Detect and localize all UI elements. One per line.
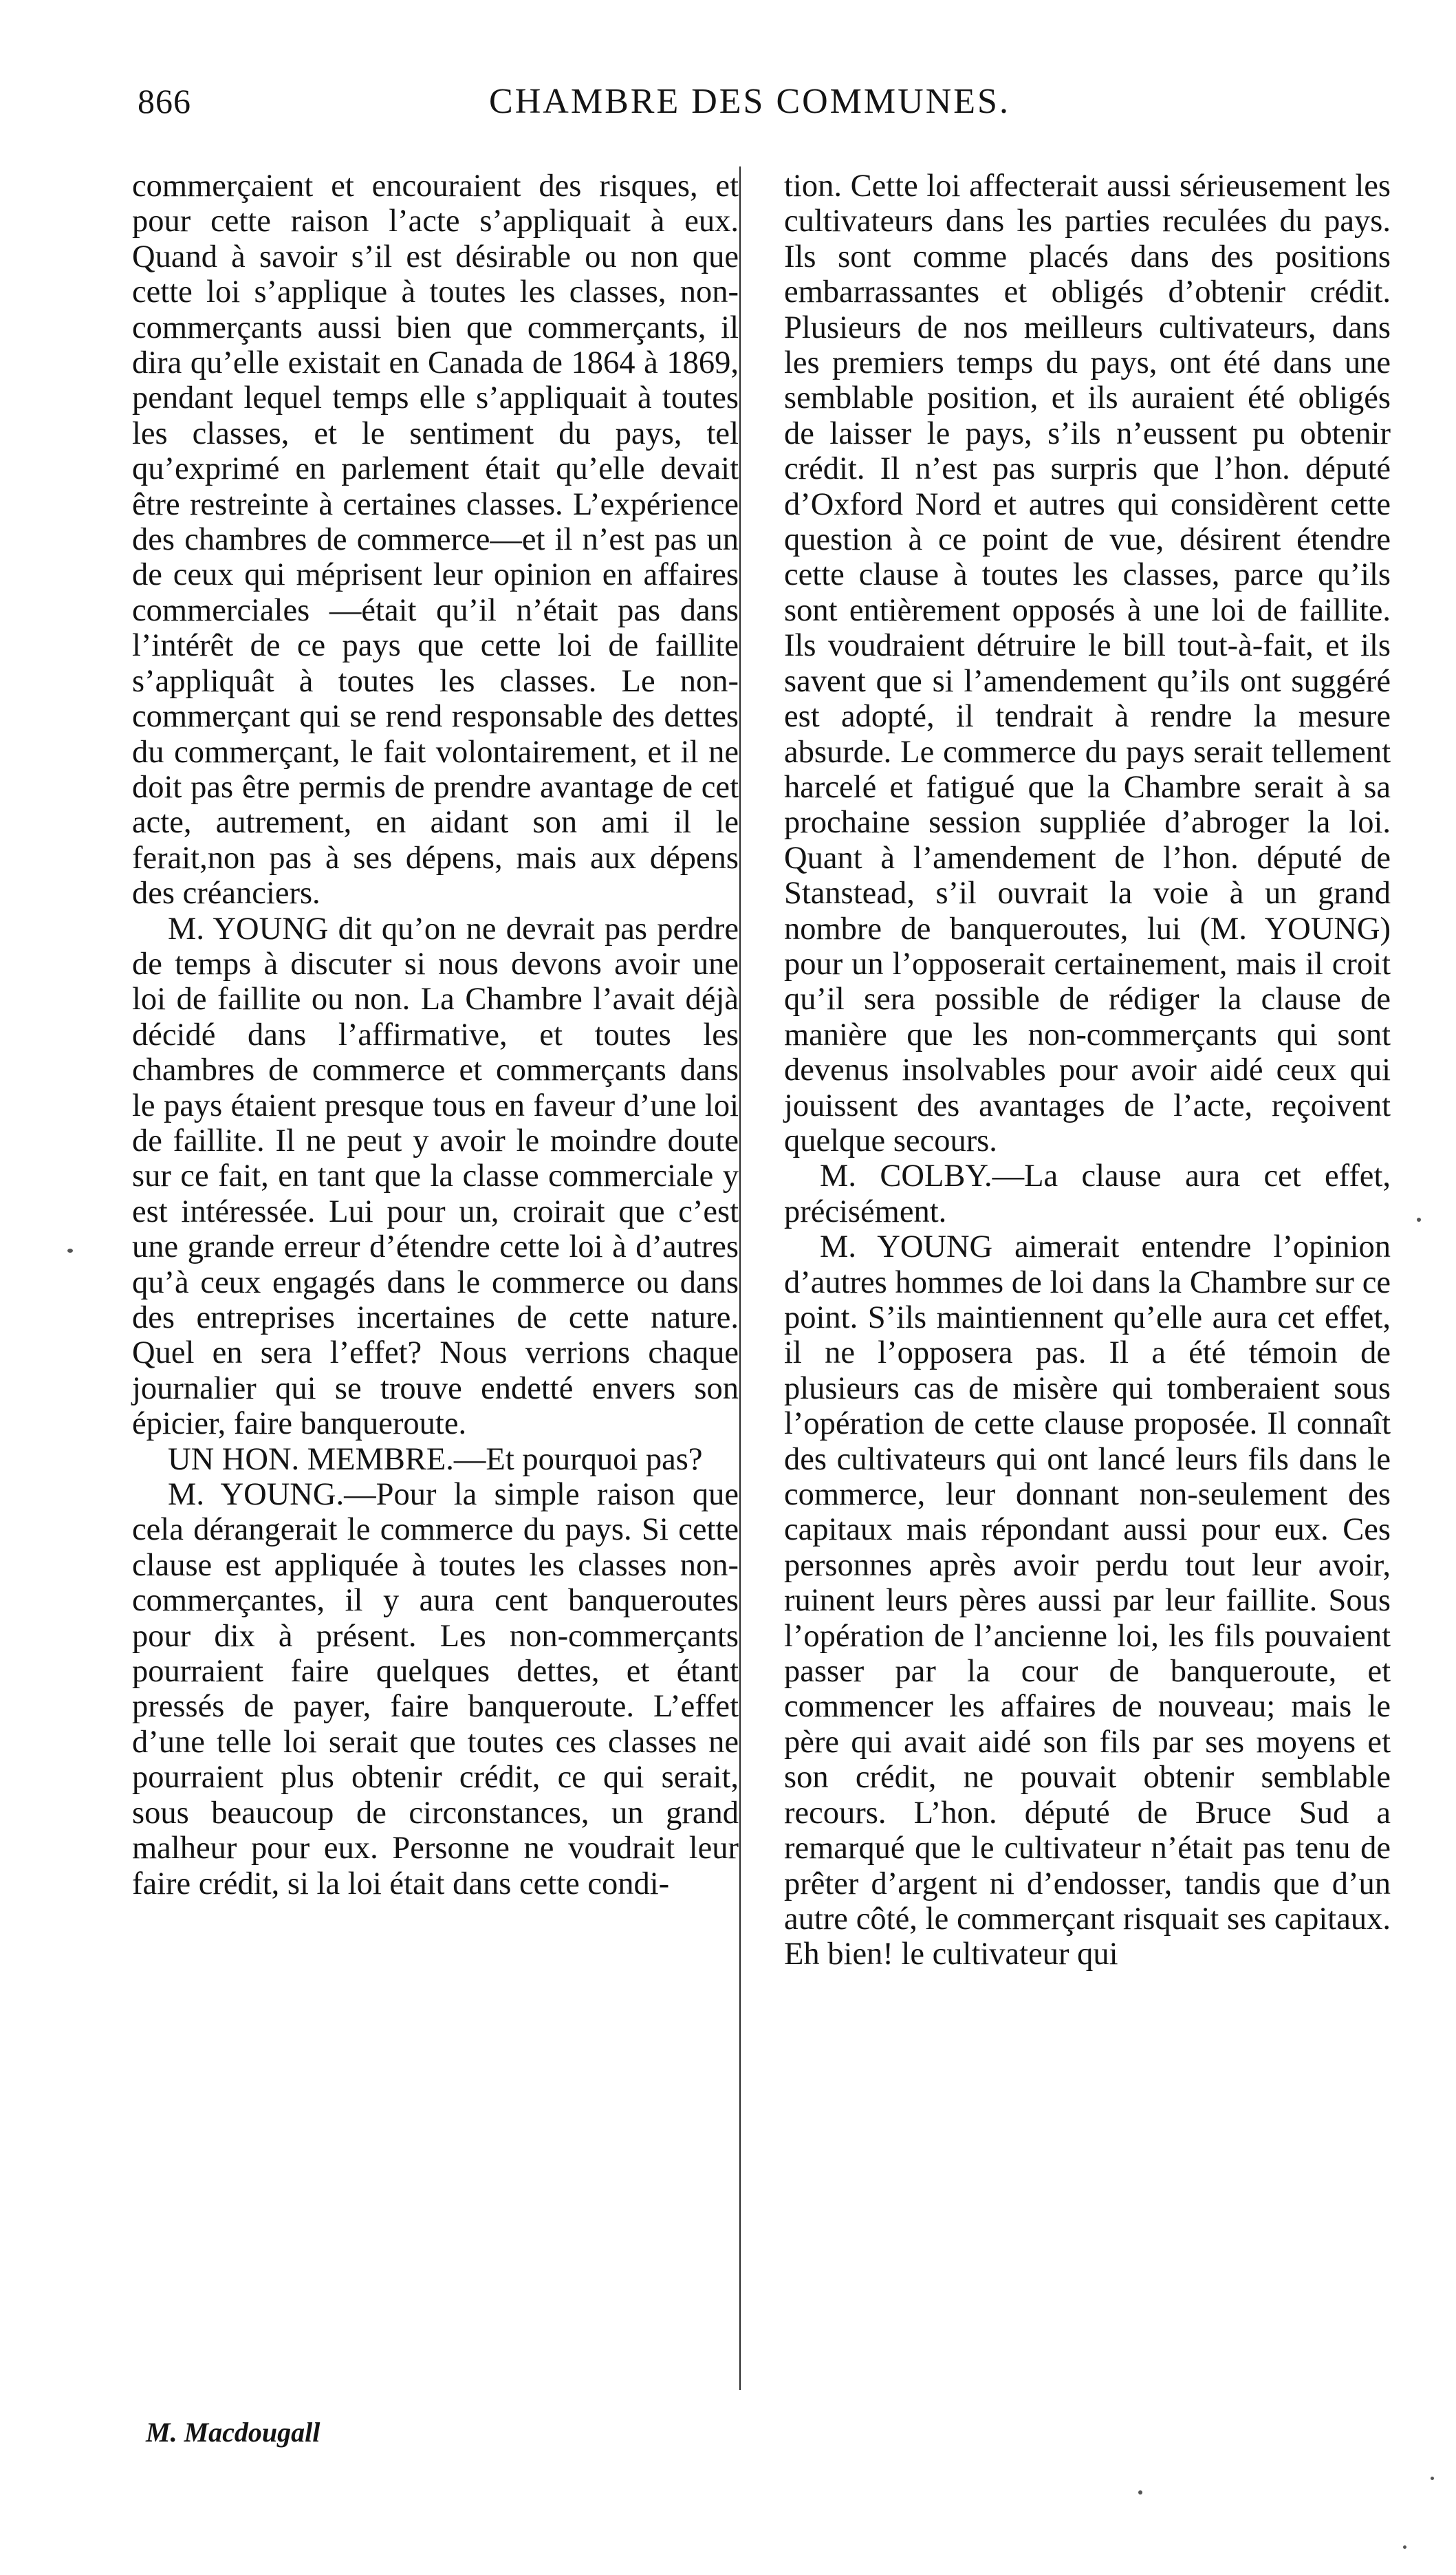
running-title: CHAMBRE DES COMMUNES. xyxy=(489,82,1010,121)
paragraph: tion. Cette loi affecterait aussi sérieusement les cultivateurs dans les parties reculées du pays. Ils sont comme placés dans des positions embarrassantes et obligés d’obtenir crédit. Plusieurs de nos meilleurs cultivateurs, dans les premiers temps du pays, ont été dans une semblable position, et ils auraient été obligés de laisser le pays, s’ils n’eussent pu obtenir crédit. Il n’est pas surpris que l’hon. député d’Oxford Nord et autres qui considèrent cette question à ce point de vue, désirent étendre cette clause à toutes les classes, parce qu’ils sont entièrement opposés à une loi de faillite. Ils voudraient détruire le bill tout-à-fait, et ils savent que si l’amendement qu’ils ont suggéré est adopté, il tendrait à rendre la mesure absurde. Le commerce du pays serait tellement harcelé et fatigué que la Chambre serait à sa prochaine session suppliée d’abroger la loi. Quant à l’amendement de l’hon. député de Stanstead, s’il ouvrait la voie à un grand nombre de banqueroutes, lui (M. YOUNG) pour un l’opposerait certainement, mais il croit qu’il sera possible de rédiger la clause de manière que les non-commerçants qui sont devenus insolvables pour avoir aidé ceux qui jouissent des avantages de l’acte, reçoivent quelque secours. xyxy=(784,169,1391,1159)
right-column xyxy=(784,169,1391,1972)
print-speck xyxy=(1417,1218,1421,1222)
paragraph: M. YOUNG aimerait entendre l’opinion d’autres hommes de loi dans la Chambre sur ce point. S’ils maintiennent qu’elle aura cet effet, il ne l’opposera pas. Il a été témoin de plusieurs cas de misère qui tomberaient sous l’opération de cette clause proposée. Il connaît des cultivateurs qui ont lancé leurs fils dans le commerce, leur donnant non-seulement des capitaux mais répondant aussi pour eux. Ces personnes après avoir perdu tout leur avoir, ruinent leurs pères aussi par leur faillite. Sous l’opération de l’ancienne loi, les fils pouvaient passer par la cour de banqueroute, et commencer les affaires de nouveau; mais le père qui avait aidé son fils par ses moyens et son crédit, ne pouvait obtenir semblable recours. L’hon. député de Bruce Sud a remarqué que le cultivateur n’était pas tenu de prêter d’argent ni d’endosser, tandis que d’un autre côté, le commerçant risquait ses capitaux. Eh bien! le cultivateur qui xyxy=(784,1229,1391,1972)
print-speck xyxy=(67,1249,73,1253)
paragraph: commerçaient et encouraient des risques, et pour cette raison l’acte s’appliquait à eux. Quand à savoir s’il est désirable ou non que cette loi s’applique à toutes les classes, non-commerçants aussi bien que commerçants, il dira qu’elle existait en Canada de 1864 à 1869, pendant lequel temps elle s’appliquait à toutes les classes, et le sentiment du pays, tel qu’exprimé en parlement était qu’elle devait être restreinte à certaines classes. L’expérience des chambres de commerce—et il n’est pas un de ceux qui méprisent leur opinion en affaires commerciales —était qu’il n’était pas dans l’intérêt de ce pays que cette loi de faillite s’appliquât à toutes les classes. Le non-commerçant qui se rend responsable des dettes du commerçant, le fait volontairement, et il ne doit pas être permis de prendre avantage de cet acte, autrement, en aidant son ami il le ferait,non pas à ses dépens, mais aux dépens des créanciers. xyxy=(132,169,739,912)
text-columns xyxy=(132,169,1398,2391)
paragraph: M. YOUNG dit qu’on ne devrait pas perdre de temps à discuter si nous devons avoir une loi de faillite ou non. La Chambre l’avait déjà décidé dans l’affirmative, et toutes les chambres de commerce et commerçants dans le pays étaient presque tous en faveur d’une loi de faillite. Il ne peut y avoir le moindre doute sur ce fait, en tant que la classe commerciale y est intéressée. Lui pour un, croirait que c’est une grande erreur d’étendre cette loi à d’autres qu’à ceux engagés dans le commerce ou dans des entreprises incertaines de cette nature. Quel en sera l’effet? Nous verrions chaque journalier qui se trouve endetté envers son épicier, faire banqueroute. xyxy=(132,911,739,1442)
footer-signature: M. Macdougall xyxy=(146,2417,320,2448)
paragraph: M. YOUNG.—Pour la simple raison que cela dérangerait le commerce du pays. Si cette clause est appliquée à toutes les classes non-commerçantes, il y aura cent banqueroutes pour dix à présent. Les non-commerçants pourraient faire quelques dettes, et étant pressés de payer, faire banqueroute. L’effet d’une telle loi serait que toutes ces classes ne pourraient plus obtenir crédit, ce qui serait, sous beaucoup de circonstances, un grand malheur pour eux. Personne ne voudrait leur faire crédit, si la loi était dans cette condi- xyxy=(132,1477,739,1901)
column-divider xyxy=(739,166,741,2390)
page-header xyxy=(138,81,1362,136)
page-number: 866 xyxy=(138,82,191,120)
paragraph: M. COLBY.—La clause aura cet effet, précisément. xyxy=(784,1159,1391,1229)
paragraph: UN HON. MEMBRE.—Et pourquoi pas? xyxy=(168,1441,703,1477)
print-speck xyxy=(1403,2545,1406,2549)
print-speck xyxy=(1138,2490,1142,2495)
left-column xyxy=(132,169,739,1901)
print-speck xyxy=(1431,2477,1434,2480)
